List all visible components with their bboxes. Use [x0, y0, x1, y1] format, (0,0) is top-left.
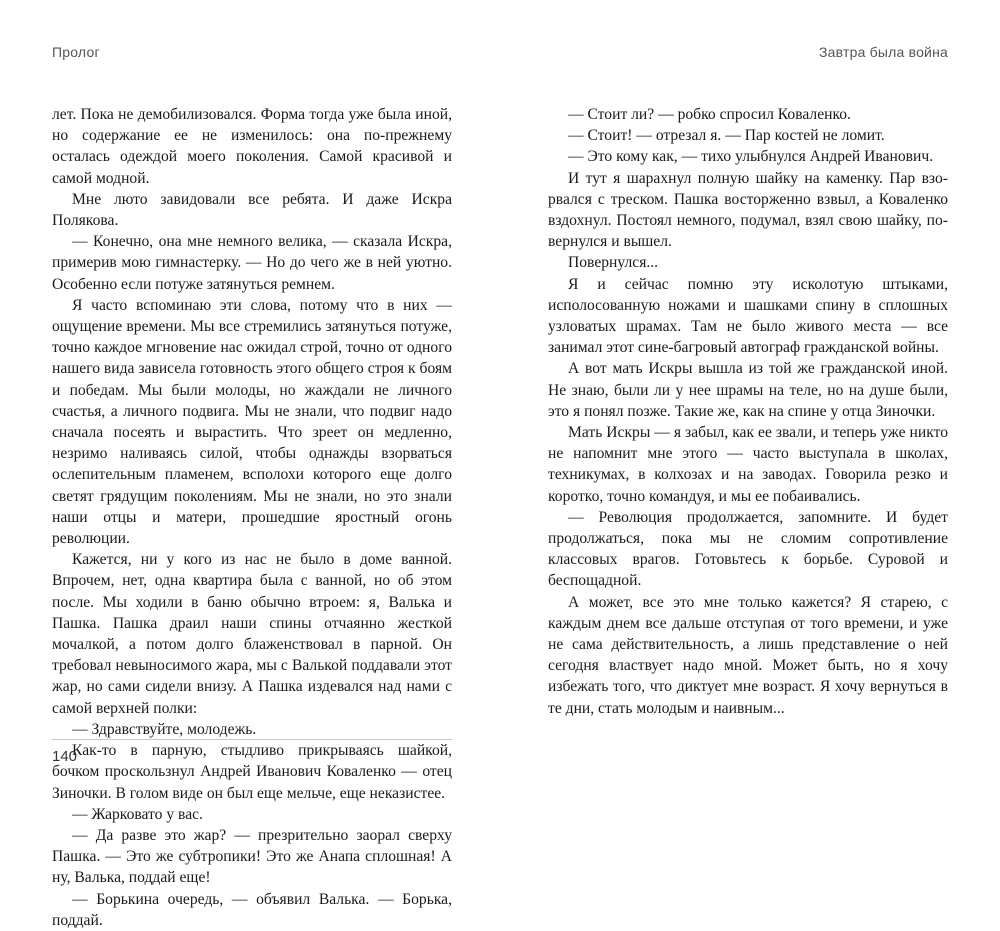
paragraph: Я часто вспоминаю эти слова, потому что в них — ощущение времени. Мы все стремились затянуться потуже, точно каждое мгновение нас ожидал строй, точно от одного нашего вида зависела готовность этого общего строя к боям и победам. Мы были молоды, но жаждали не личного счастья, а личного подвига. Мы не знали, что подвиг надо сначала посеять и вырастить. Что зреет он медленно, незримо наливаясь силой, чтобы однажды взорваться ослепительным пламенем, всполохи которого еще долго светят грядущим поколениям. Мы не знали, но это знали наши отцы и матери, прошедшие яростный огонь революции.: [52, 296, 452, 548]
running-head-left: Пролог: [52, 44, 100, 60]
paragraph: — Стоит! — отрезал я. — Пар костей не ломит.: [568, 127, 885, 145]
paragraph: — Жарковато у вас.: [72, 805, 203, 823]
footer-rule: [52, 739, 452, 740]
paragraph: Мать Искры — я забыл, как ее звали, и теперь уже никто не напомнит мне этого — часто выступала в школах, техникумах, в колхозах и на заводах. Говорила резко и коротко, точно командуя, и мы ее побаивались.: [548, 424, 948, 505]
page-number: 140: [52, 748, 78, 765]
right-text-column: [548, 104, 948, 719]
paragraph: Повернулся...: [568, 254, 659, 272]
paragraph: — Борькина очередь, — объявил Валька. — Борька, поддай.: [52, 890, 452, 929]
paragraph: — Здравствуйте, молодежь.: [72, 720, 257, 738]
paragraph: — Стоит ли? — робко спросил Коваленко.: [568, 106, 851, 123]
paragraph: — Революция продолжается, запомните. И будет продолжаться, пока мы не сломим сопротивление классовых врагов. Готовьтесь к борьбе. Суровой и беспощадной.: [548, 508, 948, 590]
paragraph: — Да разве это жар? — презрительно заорал сверху Пашка. — Это же субтропики! Это же Анапа сплошная! А ну, Валька, поддай еще!: [52, 826, 452, 887]
paragraph: А вот мать Искры вышла из той же гражданской иной. Не знаю, были ли у нее шрамы на теле, но на душе были, это я понял позже. Такие же, как на спине у отца Зиночки.: [548, 360, 948, 420]
paragraph: Кажется, ни у кого из нас не было в доме ванной. Впрочем, нет, одна квартира была с ванной, но об этом после. Мы ходили в баню обычно втроем: я, Валька и Пашка. Пашка драил наши спины отчаянно жесткой мочалкой, а потом долго блаженствовал в парной. Он требовал невыносимого жара, мы с Валькой поддавали этот жар, но сами сидели внизу. А Пашка издевался над нами с самой верхней полки:: [52, 551, 452, 717]
paragraph: Как-то в парную, стыдливо прикрываясь шайкой, бочком проскользнул Андрей Иванович Коваленко — отец Зиночки. В голом виде он был еще мельче, еще неказистее.: [52, 742, 452, 802]
paragraph: лет. Пока не демобилизовался. Форма тогда уже была иной, но содержание ее не изменилось: она по-прежнему осталась одеждой моего поколения. Самой красивой и самой модной.: [52, 106, 452, 187]
paragraph: Я и сейчас помню эту исколотую штыками, исполосованную ножами и шашками спину в сплошных узловатых шрамах. Там не было живого места — все занимал этот сине-багровый автограф гражданской войны.: [548, 275, 948, 357]
paragraph: — Это кому как, — тихо улыбнулся Андрей Иванович.: [568, 148, 934, 166]
paragraph: Мне люто завидовали все ребята. И даже Искра Полякова.: [52, 190, 452, 230]
running-head-right: Завтра была война: [819, 44, 948, 60]
paragraph: А может, все это мне только кажется? Я старею, с каждым днем все дальше отступая от того времени, и уже не сама действительность, а лишь представление о ней сегодня властвует надо мной. Может быть, но я хочу избежать того, что диктует мне возраст. Я хочу вернуться в те дни, стать молодым и наивным...: [548, 593, 948, 717]
paragraph: — Конечно, она мне немного велика, — сказала Искра, примерив мою гимнастерку. — Но до чего же в ней уютно. Особенно если потуже затянуться ремнем.: [52, 233, 452, 293]
paragraph: И тут я шарахнул полную шайку на каменку. Пар взорвался с треском. Пашка восторженно взвыл, а Коваленко вздохнул. Постоял немного, подумал, взял свою шайку, повернулся и вышел.: [548, 169, 948, 251]
left-text-column: [52, 104, 452, 931]
